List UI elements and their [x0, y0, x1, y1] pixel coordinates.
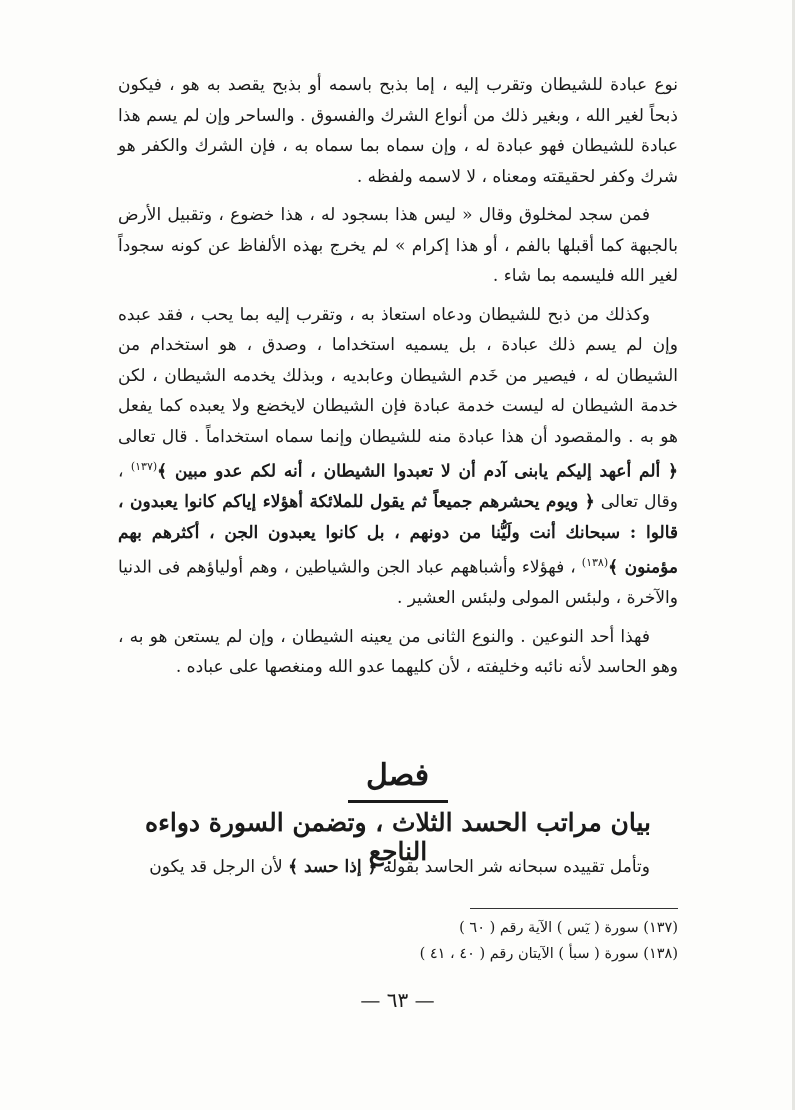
footnote-137: (١٣٧) سورة ( يٓس ) الآية رقم ( ٦٠ ) [459, 920, 678, 936]
page-number: — ٦٣ — [360, 988, 435, 1012]
paragraph-4: فهذا أحد النوعين . والنوع الثانى من يعينه الشيطان ، وإن لم يستعن هو به ، وهو الحاسد لأنه نائبه وخليفته ، لأن كليهما عدو الله ومنغصها على عباده . [118, 626, 678, 678]
continuing-line-after: لأن الرجل قد يكون [149, 857, 283, 877]
quran-quote-2: ﴿ ويوم يحشرهم جميعاً ثم يقول للملائكة أهؤلاء إياكم كانوا يعبدون ، قالوا : سبحانك أنت ولَيُّنا من دونهم ، بل كانوا يعبدون الجن ، أكثرهم بهم مؤمنون ﴾ [118, 492, 679, 578]
paragraph-2: فمن سجد لمخلوق وقال « ليس هذا بسجود له ، هذا خضوع ، وتقبيل الأرض بالجبهة كما أقبلها بالفم ، أو هذا إكرام » لم يخرج بهذه الألفاظ عن كونه سجوداً لغير الله فليسمه بما شاء . [118, 205, 678, 286]
footnote-ref-137: (١٣٧) [130, 460, 158, 473]
heading-underline [348, 800, 448, 803]
paragraph-3-text-mid: ، وقال تعالى [118, 461, 679, 513]
footnote-138: (١٣٨) سورة ( سبأ ) الآيتان رقم ( ٤٠ ، ٤١ ) [419, 946, 678, 962]
quran-quote-3: ﴿ إذا حسد ﴾ [288, 857, 378, 877]
continuing-line-before: وتأمل تقييده سبحانه شر الحاسد بقوله [382, 857, 650, 877]
body-text [118, 70, 678, 691]
footnote-separator [470, 908, 678, 909]
footnotes [318, 915, 678, 967]
section-title: بيان مراتب الحسد الثلاث ، وتضمن السورة دواءه الناجع [145, 808, 651, 866]
paragraph-3 [118, 300, 678, 614]
footnote-ref-138: (١٣٨) [581, 556, 609, 570]
paragraph-3-text-after: ، فهؤلاء وأشباههم عباد الجن والشياطين ، وهم أولياؤهم فى الدنيا والآخرة ، ولبئس المولى ولبئس العشير . [118, 557, 678, 609]
paragraph-3-text-before: وكذلك من ذبح للشيطان ودعاه استعاذ به ، وتقرب إليه بما يحب ، فقد عبده وإن لم يسم ذلك عبادة ، بل يسميه استخداما ، وصدق ، هو استخدام من الشيطان له ، فيصير من خَدم الشيطان وعابديه ، وبذلك يخدمه الشيطان ، لكن خدمة الشيطان له ليست خدمة عبادة فإن الشيطان لايخضع ولا يعبده كما يفعل هو به . والمقصود أن هذا عبادة منه للشيطان وإنما سماه استخداماً . قال تعالى [118, 304, 678, 447]
continuing-line [118, 852, 678, 882]
quran-quote-1: ﴿ ألم أعهد إليكم يابنى آدم أن لا تعبدوا الشيطان ، أنه لكم عدو مبين ﴾ [157, 461, 679, 482]
paragraph-1: نوع عبادة للشيطان وتقرب إليه ، إما بذبح باسمه أو بذبح يقصد به هو ، فيكون ذبحاً لغير الله ، وبغير ذلك من أنواع الشرك والفسوق . والساحر وإن لم يسم هذا عبادة للشيطان فهو عبادة له ، وإن سماه بما سماه به ، فإن الشرك والكفر هو شرك وكفر لحقيقته ومعناه ، لا لاسمه ولفظه . [118, 75, 678, 187]
section-heading-word: فصل [365, 758, 430, 793]
